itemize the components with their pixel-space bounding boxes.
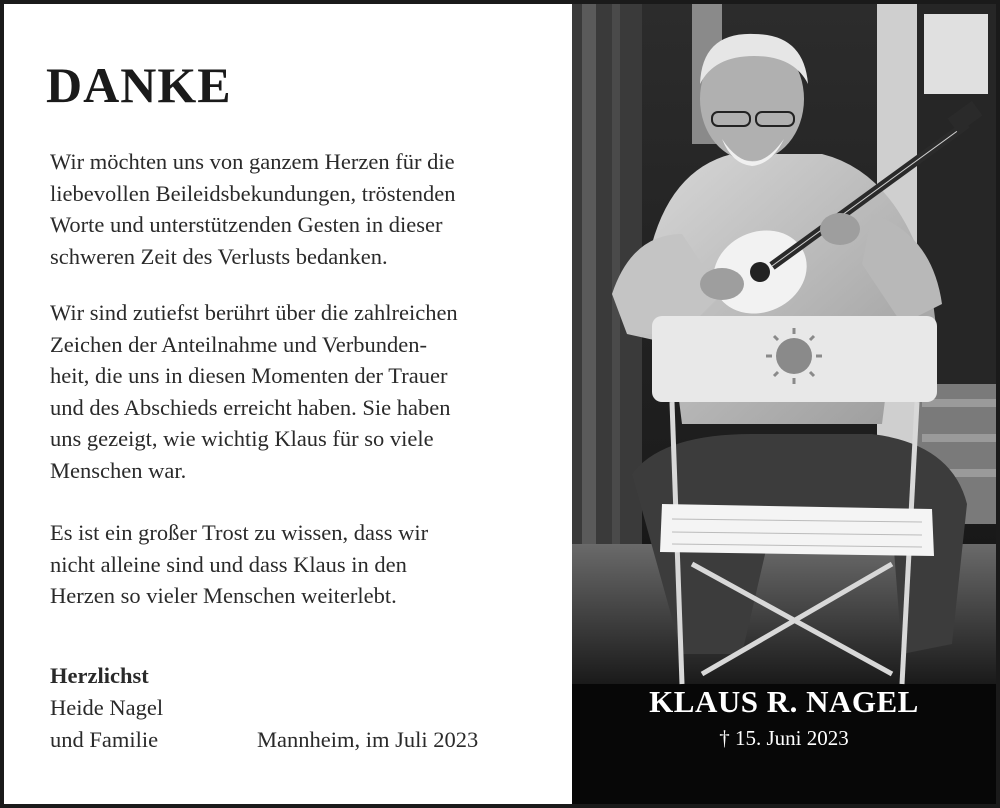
signature-family: und Familie xyxy=(50,727,159,752)
text-line: heit, die uns in diesen Momenten der Trauer xyxy=(50,363,448,388)
death-date: † 15. Juni 2023 xyxy=(719,726,849,750)
text-line: Worte und unterstützenden Gesten in dieser xyxy=(50,212,443,237)
photo-panel xyxy=(572,4,996,804)
text-line: Menschen war. xyxy=(50,457,187,483)
heading: DANKE xyxy=(46,57,232,113)
text-line: uns gezeigt, wie wichtig Klaus für so viele xyxy=(50,426,434,451)
signature-greeting: Herzlichst xyxy=(50,663,149,688)
text-line: liebevollen Beileidsbekundungen, tröstenden xyxy=(50,180,456,206)
signature-name: Heide Nagel xyxy=(50,695,164,720)
text-line: Zeichen der Anteilnahme und Verbunden- xyxy=(50,331,427,357)
paragraph-comfort xyxy=(50,517,550,612)
paragraph-thanks xyxy=(50,146,550,272)
text-panel xyxy=(4,4,572,804)
text-line: Herzen so vieler Menschen weiterlebt. xyxy=(50,583,397,608)
text-line: Es ist ein großer Trost zu wissen, dass wir xyxy=(50,520,429,545)
text-line: Wir sind zutiefst berührt über die zahlreichen xyxy=(50,300,458,325)
text-line: Wir möchten uns von ganzem Herzen für die xyxy=(50,149,455,174)
text-line: schweren Zeit des Verlusts bedanken. xyxy=(50,243,388,269)
text-line: und des Abschieds erreicht haben. Sie haben xyxy=(50,394,451,420)
text-line: nicht alleine sind und dass Klaus in den xyxy=(50,551,407,577)
paragraph-sympathy xyxy=(50,297,550,486)
deceased-name: KLAUS R. NAGEL xyxy=(649,684,919,719)
signature xyxy=(50,660,163,756)
place-date: Mannheim, im Juli 2023 xyxy=(257,727,479,752)
